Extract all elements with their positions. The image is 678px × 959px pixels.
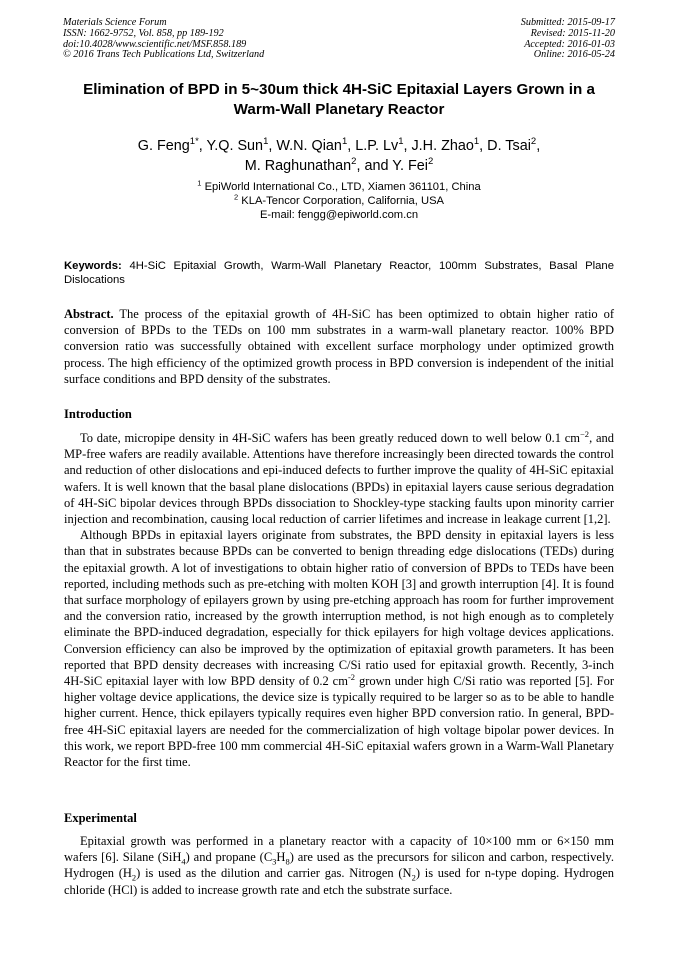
experimental-body	[64, 833, 614, 898]
abstract-text: The process of the epitaxial growth of 4H-SiC has been optimized to obtain higher ratio of conversion of BPDs to the TEDs on 100 mm substrates in a warm-wall planetary reactor. 100% BPD conversion ratio was successfully obtained with excellent surface morphology under optimized growth process. The high efficiency of the optimized growth process in BPD conversion is independent of the initial surface conditions and BPD density of the substrates.	[64, 307, 614, 386]
author-list	[40, 137, 638, 176]
introduction-heading: Introduction	[64, 407, 132, 421]
paragraph: Epitaxial growth was performed in a planetary reactor with a capacity of 10×100 mm or 6×150 mm wafers [6]. Silane (SiH$_4$) and propane $(C_3H_8)$ are used as the precursors for silicon and carbon, respectively. Hydrogen $(H_2)$ is used as the dilution and carrier gas. Nitrogen $(N_2)$ is used for n-type doping. Hydrogen chloride (HCl) is added to increase growth rate and etch the substrate surface.	[64, 834, 614, 897]
dates-info	[521, 18, 615, 61]
author: W.N. Qian$^1$,	[276, 136, 356, 154]
author: Y. Fei$^2$	[392, 155, 434, 174]
online-date: Online: 2016-05-24	[533, 49, 615, 61]
abstract-label: Abstract.	[64, 307, 114, 321]
title-line-2: Warm-Wall Planetary Reactor	[233, 100, 445, 118]
experimental-heading: Experimental	[64, 811, 137, 825]
doi-line: doi:10.4028/www.scientific.net/MSF.858.189	[63, 38, 247, 50]
abstract	[64, 306, 614, 387]
affiliation-1: $^1$ EpiWorld International Co., LTD, Xiamen 361101, China	[197, 178, 481, 193]
author: L.P. Lv$^1$,	[355, 136, 412, 154]
title-line-1: Elimination of BPD in 5~30um thick 4H-SiC Epitaxial Layers Grown in a	[83, 81, 595, 98]
keywords	[64, 259, 614, 287]
journal-info	[63, 18, 264, 61]
copyright-line: © 2016 Trans Tech Publications Ltd, Switzerland	[63, 49, 265, 61]
affiliations	[40, 180, 638, 222]
keywords-label: Keywords:	[64, 260, 122, 272]
paragraph: To date, micropipe density in 4H-SiC wafers has been greatly reduced down to well below 0.1 $cm^{-2}$, and MP-free wafers are readily available. Attentions have therefore increasingly been directed towards the control and reduction of other dislocations and epi-induced defects to further improve the quality of 4H-SiC epitaxial wafers. It is well known that the basal plane dislocations (BPDs) in epitaxial layers cause serious degradation of 4H-SiC bipolar devices through BPDs dissociation to Shockley-type stacking faults upon minority carrier injection and recombination, causing local reduction of carrier lifetimes and increase in leakage current [1,2].	[64, 428, 614, 527]
paper-title	[40, 80, 638, 119]
affiliation-2: $^2$ KLA-Tencor Corporation, California, USA	[234, 192, 444, 207]
issn-line: ISSN: 1662-9752, Vol. 858, pp 189-192	[63, 27, 224, 39]
contact-email: E-mail: fengg@epiworld.com.cn	[259, 209, 419, 221]
revised-date: Revised: 2015-11-20	[530, 27, 615, 39]
introduction-body	[64, 430, 614, 770]
accepted-date: Accepted: 2016-01-03	[524, 38, 615, 50]
author: D. Tsai$^2$,	[487, 136, 541, 154]
author: M. Raghunathan$^2$, and	[244, 155, 393, 174]
author: J.H. Zhao$^1$,	[411, 136, 488, 154]
keywords-text: 4H-SiC Epitaxial Growth, Warm-Wall Planetary Reactor, 100mm Substrates, Basal Plane Dislocations	[64, 260, 614, 286]
paragraph: Although BPDs in epitaxial layers originate from substrates, the BPD density in epitaxial layers is less than that in substrates because BPDs can be converted to benign threading edge dislocations (TEDs) during the epitaxial growth. A lot of investigations to obtain higher ratio of conversion of BPDs to TEDs have been reported, including methods such as pre-etching with molten KOH [3] and growth interruption [4]. It is found that surface morphology of epilayers grown by using pre-etching approach has room for further improvement and the conversion ratio, increased by the growth interruption method, is not high enough as to completely eliminate the BPD-induced degradation, especially for thick epilayers for high voltage devices applications. Conversion efficiency can also be improved by the optimization of epitaxial growth parameters. It has been reported that BPD density decreases with increasing C/Si ratio used for epitaxial growth. Recently, 3-inch 4H-SiC epitaxial layer with low BPD density of 0.2 $cm^{-2}$ grown under high C/Si ratio was reported [5]. For higher voltage device applications, the device size is typically required to be larger so as to be able to handle higher current. Hence, thick epilayers typically requires even higher BPD conversion ratio. In general, BPD-free 4H-SiC epitaxial layers are needed for the commercialization of high voltage bipolar power devices. In this work, we report BPD-free 100 mm commercial 4H-SiC epitaxial wafers grown in a Warm-Wall Planetary Reactor for the first time.	[64, 528, 614, 770]
journal-name: Materials Science Forum	[63, 17, 167, 28]
author: G. Feng$^{1*}$,	[137, 136, 207, 154]
author: Y.Q. Sun$^1$,	[206, 136, 277, 154]
submitted-date: Submitted: 2015-09-17	[520, 17, 615, 28]
